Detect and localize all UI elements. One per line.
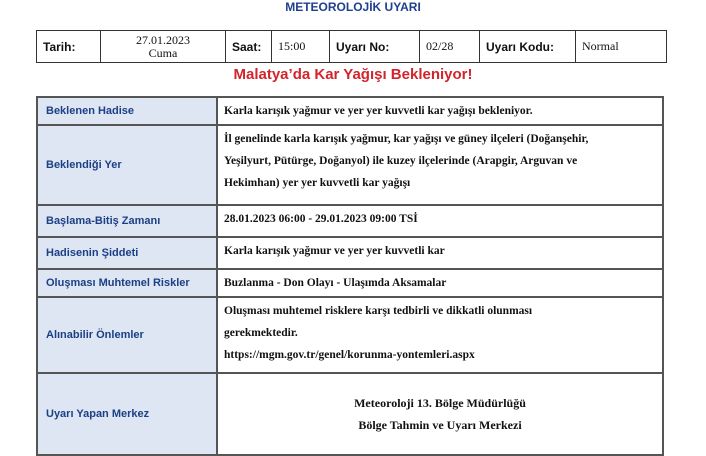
row-start-end-time: [38, 206, 662, 238]
row-label: Uyarı Yapan Merkez: [38, 374, 218, 454]
row-line: Meteoroloji 13. Bölge Müdürlüğü: [354, 396, 526, 410]
warning-details-table: [36, 96, 664, 456]
date-text: 27.01.2023: [136, 32, 190, 47]
row-value: [218, 374, 662, 454]
row-label: Beklendiği Yer: [38, 126, 218, 204]
warning-code-label: Uyarı Kodu:: [480, 31, 576, 63]
warning-headline: Malatya’da Kar Yağışı Bekleniyor!: [233, 66, 473, 83]
warning-header-table: [36, 30, 667, 63]
row-label: Başlama-Bitiş Zamanı: [38, 206, 218, 236]
warning-code-value: Normal: [576, 31, 667, 63]
row-line: Karla karışık yağmur ve yer yer kuvvetli kar: [224, 245, 445, 257]
time-label: Saat:: [226, 31, 272, 63]
row-line: Yeşilyurt, Pütürge, Doğanyol) ile kuzey ilçelerinde (Arapgir, Arguvan ve: [224, 155, 578, 167]
row-label: Beklenen Hadise: [38, 98, 218, 124]
row-severity: [38, 238, 662, 270]
precautions-link[interactable]: https://mgm.gov.tr/genel/korunma-yontemleri.aspx: [224, 349, 475, 361]
row-value: [218, 98, 662, 124]
row-label: Alınabilir Önlemler: [38, 298, 218, 372]
row-line: Karla karışık yağmur ve yer yer kuvvetli kar yağışı bekleniyor.: [224, 105, 533, 117]
row-precautions: [38, 298, 662, 374]
row-line: 28.01.2023 06:00 - 29.01.2023 09:00 TSİ: [224, 213, 418, 225]
row-possible-risks: [38, 270, 662, 298]
row-line: Oluşması muhtemel risklere karşı tedbirli ve dikkatli olunması: [224, 305, 533, 317]
row-expected-location: [38, 126, 662, 206]
row-label: Hadisenin Şiddeti: [38, 238, 218, 268]
time-value: 15:00: [272, 31, 330, 63]
row-value: [218, 270, 662, 296]
warning-no-label: Uyarı No:: [330, 31, 420, 63]
row-label: Oluşması Muhtemel Riskler: [38, 270, 218, 296]
day-text: Cuma: [148, 45, 178, 60]
row-line: İl genelinde karla karışık yağmur, kar yağışı ve güney ilçeleri (Doğanşehir,: [224, 133, 589, 145]
row-line: gerekmektedir.: [224, 327, 298, 339]
row-issuing-center: [38, 374, 662, 454]
row-value: [218, 238, 662, 268]
row-value: [218, 126, 662, 204]
date-label: Tarih:: [37, 31, 101, 63]
row-line: Bölge Tahmin ve Uyarı Merkezi: [358, 418, 522, 432]
row-value: [218, 206, 662, 236]
row-expected-event: [38, 98, 662, 126]
document-title: METEOROLOJİK UYARI: [285, 0, 421, 14]
warning-no-value: 02/28: [420, 31, 480, 63]
date-value: [101, 31, 226, 63]
row-line: Buzlanma - Don Olayı - Ulaşımda Aksamalar: [224, 277, 447, 289]
row-value: [218, 298, 662, 372]
row-line: Hekimhan) yer yer kuvvetli kar yağışı: [224, 177, 411, 189]
